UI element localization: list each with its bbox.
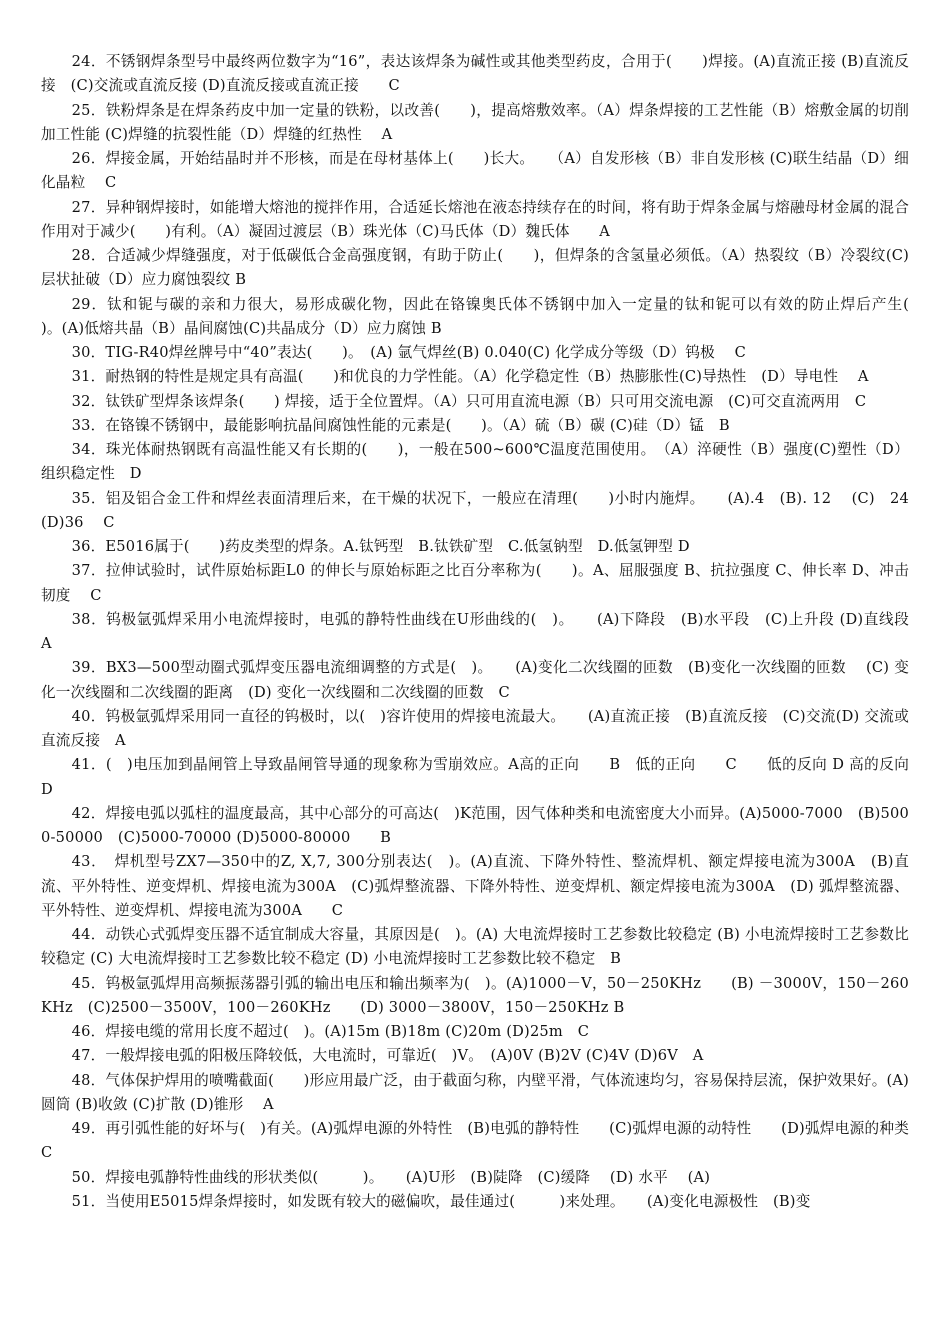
question-45: 45．钨极氩弧焊用高频振荡器引弧的输出电压和输出频率为( )。(A)1000－V，50－250KHz (B) －3000V，150－260KHz (C)2500－3500V，100－260KHz (D) 3000－3800V，150－250KHz B <box>41 974 909 1016</box>
question-47: 47．一般焊接电弧的阳极压降较低，大电流时，可靠近( )V。 (A)0V (B)2V (C)4V (D)6V A <box>71 1047 704 1065</box>
question-35: 35．铝及铝合金工件和焊丝表面清理后来，在干燥的状况下，一般应在清理( )小时内施焊。 (A).4 (B). 12 (C) 24 (D)36 C <box>41 489 939 531</box>
question-39: 39．BX3—500型动圈式弧焊变压器电流细调整的方式是( )。 (A)变化二次线圈的匝数 (B)变化一次线圈的匝数 (C) 变化一次线圈和二次线圈的距离 (D) 变化一次线圈和二次线圈的匝数 C <box>41 659 909 701</box>
question-33: 33．在铬镍不锈钢中，最能影响抗晶间腐蚀性能的元素是( )。（A）硫（B）碳 (C)硅（D）锰 B <box>71 416 730 434</box>
question-48: 48．气体保护焊用的喷嘴截面( )形应用最广泛，由于截面匀称，内壁平滑，气体流速均匀，容易保持层流，保护效果好。(A)圆筒 (B)收敛 (C)扩散 (D)锥形 A <box>41 1071 910 1113</box>
question-51: 51．当使用E5015焊条焊接时，如发既有较大的磁偏吹，最佳通过( )来处理。 (A)变化电源极性 (B)变 <box>71 1192 811 1210</box>
question-38: 38．钨极氩弧焊采用小电流焊接时，电弧的静特性曲线在U形曲线的( )。 (A)下降段 (B)水平段 (C)上升段 (D)直线段 A <box>41 610 929 652</box>
question-43: 43． 焊机型号ZX7—350中的Z, X,7, 300分别表达( )。(A)直流、下降外特性、整流焊机、额定焊接电流为300A (B)直流、平外特性、逆变焊机、焊接电流为300A (C)弧焊整流器、下降外特性、逆变焊机、额定焊接电流为300A (D) 弧焊整流器、平外特性、逆变焊机、焊接电流为300A C <box>41 853 909 919</box>
question-44: 44．动铁心式弧焊变压器不适宜制成大容量，其原因是( )。(A) 大电流焊接时工艺参数比较稳定 (B) 小电流焊接时工艺参数比较稳定 (C) 大电流焊接时工艺参数比较不稳定 (D) 小电流焊接时工艺参数比较不稳定 B <box>41 926 909 968</box>
question-29: 29．钛和铌与碳的亲和力很大，易形成碳化物，因此在铬镍奥氏体不锈钢中加入一定量的钛和铌可以有效的防止焊后产生( )。(A)低熔共晶（B）晶间腐蚀(C)共晶成分（D）应力腐蚀 B <box>41 295 939 337</box>
question-37: 37．拉伸试验时，试件原始标距L0 的伸长与原始标距之比百分率称为( )。A、屈服强度 B、抗拉强度 C、伸长率 D、冲击韧度 C <box>41 562 909 604</box>
question-40: 40．钨极氩弧焊采用同一直径的钨极时，以( )容许使用的焊接电流最大。 (A)直流正接 (B)直流反接 (C)交流(D) 交流或直流反接 A <box>41 707 909 749</box>
question-24: 24．不锈钢焊条型号中最终两位数字为“16”，表达该焊条为碱性或其他类型药皮，合用于( )焊接。(A)直流正接 (B)直流反接 (C)交流或直流反接 (D)直流反接或直流正接 C <box>41 53 909 95</box>
question-27: 27．异种钢焊接时，如能增大熔池的搅拌作用，合适延长熔池在液态持续存在的时间，将有助于焊条金属与熔融母材金属的混合作用对于减少( )有利。（A）凝固过渡层（B）珠光体（C)马氏体（D）魏氏体 A <box>41 198 909 240</box>
question-31: 31．耐热钢的特性是规定具有高温( )和优良的力学性能。（A）化学稳定性（B）热膨胀性(C)导热性 (D）导电性 A <box>71 368 869 386</box>
question-28: 28．合适减少焊缝强度，对于低碳低合金高强度钢，有助于防止( )，但焊条的含氢量必须低。（A）热裂纹（B）冷裂纹(C)层状扯破（D）应力腐蚀裂纹 B <box>41 247 909 289</box>
question-36: 36．E5016属于( )药皮类型的焊条。A.钛钙型 B.钛铁矿型 C.低氢钠型 D.低氢钾型 D <box>71 538 690 555</box>
question-32: 32．钛铁矿型焊条该焊条( ) 焊接，适于全位置焊。（A）只可用直流电源（B）只可用交流电源 (C)可交直流两用 C <box>71 392 867 410</box>
question-30: 30．TIG-R40焊丝牌号中“40”表达( )。 (A) 氩气焊丝(B) 0.040(C) 化学成分等级（D）钨极 C <box>71 344 746 361</box>
question-46: 46．焊接电缆的常用长度不超过( )。(A)15m (B)18m (C)20m (D)25m C <box>71 1023 590 1040</box>
document-page <box>41 50 939 1214</box>
question-26: 26．焊接金属，开始结晶时并不形核，而是在母材基体上( )长大。 （A）自发形核（B）非自发形核 (C)联生结晶（D）细化晶粒 C <box>41 150 909 192</box>
question-49: 49．再引弧性能的好坏与( )有关。(A)弧焊电源的外特性 (B)电弧的静特性 (C)弧焊电源的动特性 (D)弧焊电源的种类 C <box>41 1120 939 1162</box>
question-25: 25．铁粉焊条是在焊条药皮中加一定量的铁粉，以改善( )，提高熔敷效率。（A）焊条焊接的工艺性能（B）熔敷金属的切削加工性能 (C)焊缝的抗裂性能（D）焊缝的红热性 A <box>41 101 909 143</box>
question-34: 34．珠光体耐热钢既有高温性能又有长期的( )，一般在500~600℃温度范围使用。 （A）淬硬性（B）强度(C)塑性（D）组织稳定性 D <box>41 441 909 483</box>
question-42: 42．焊接电弧以弧柱的温度最高，其中心部分的可高达( )K范围，因气体种类和电流密度大小而异。(A)5000-7000 (B)5000-50000 (C)5000-70000 (D)5000-80000 B <box>41 804 909 846</box>
question-50: 50．焊接电弧静特性曲线的形状类似( )。 (A)U形 (B)陡降 (C)缓降 (D) 水平 (A) <box>71 1168 711 1186</box>
question-41: 41．( )电压加到晶闸管上导致晶闸管导通的现象称为雪崩效应。A高的正向 B 低的正向 C 低的反向 D 高的反向 D <box>41 756 924 798</box>
